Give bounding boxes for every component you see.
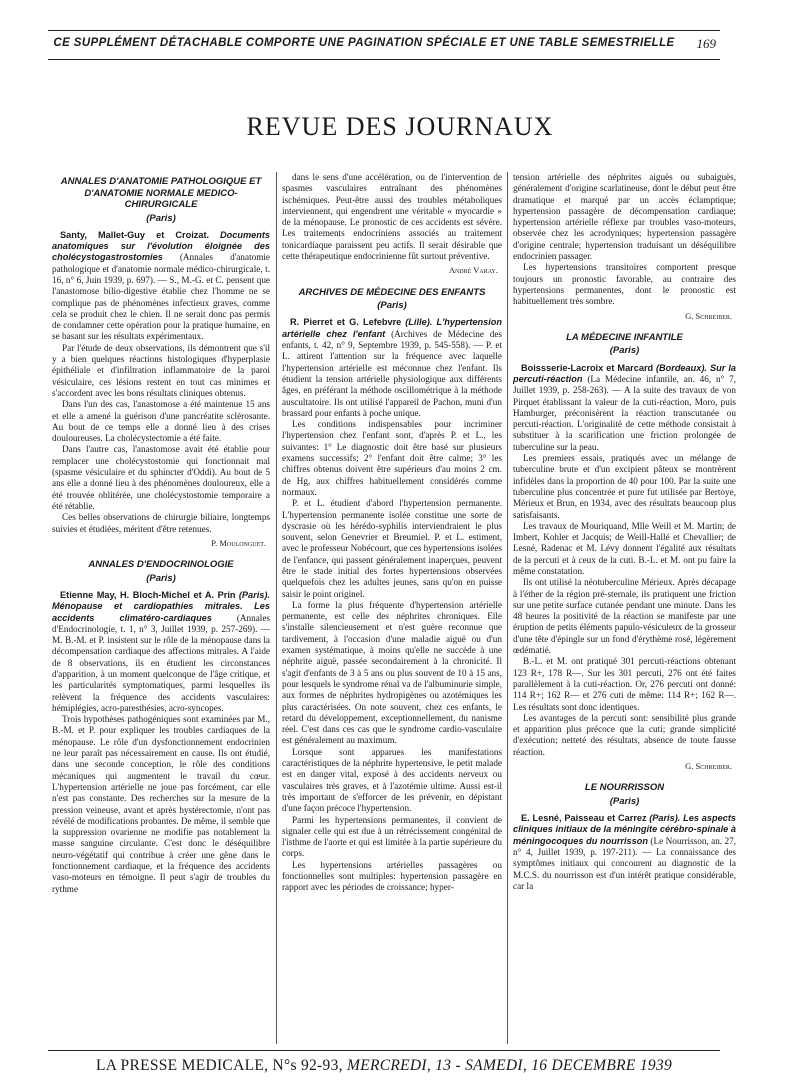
paragraph: La forme la plus fréquente d'hypertension artérielle permanente, est celle des néphrites chroniques. Elle s'installe silencieusement et n'est guère reconnue que tardivement, à l'occasion d'une maladie aiguë ou d'un examen systématique, à moins qu'elle ne succède à une néphrite aiguë, passée secondairement à la chronicité. Il s'agit d'enfants de 3 à 5 ans ou plus souvent de 10 à 15 ans, pour lesquels le syndrome rénal va de l'albuminurie simple, aux formes de néphrites hydropigènes ou azotémiques les plus caractérisées. On note souvent, chez ces enfants, le retard du développement, exceptionnellement, du nanisme réel. C'est dans ces cas que le syndrome cardio-vasculaire est généralement au maximum. [282,599,502,746]
issue-date: MERCREDI, 13 - SAMEDI, 16 DECEMBRE 1939 [346,1057,673,1074]
section-city: (Paris) [146,572,176,584]
section-title: ANNALES D'ANATOMIE PATHOLOGIQUE ET D'ANATOMIE NORMALE MEDICO-CHIRURGICALE [60,176,262,210]
paragraph: Ces belles observations de chirurgie biliaire, longtemps suivies et étudiées, méritent d'être retenues. [52,512,270,534]
paragraph: tension artérielle des néphrites aiguës ou subaiguës, généralement d'origine scarlatineuse, dont le début peut être dramatique et marqué par un accès éclamptique; hypertension passagère de décompensation cardiaque; hypertension artérielle réflexe par troubles vaso-moteurs, observée chez les acrodyniques; hypertension passagère d'origine centrale; hypertension traduisant un déséquilibre endocrinien passager. [513,172,736,262]
signature: P. Moulonguet. [211,537,266,548]
article-authors: R. Pierret et G. Lefebvre [290,317,402,328]
paragraph: dans le sens d'une accélération, ou de l'intervention de spasmes vasculaires entraînant des phénomènes ischémiques. Peut-être aussi des troubles métaboliques interviennent, qui engendrent une véritable « myocardie » de la ménopause. Le pronostic de ces accidents est sévère. Les traitements endocriniens associés au traitement tonicardiaque paraissent peu actifs. Il serait désirable que cette thérapeutique endocrinienne fût surtout préventive. [282,172,502,262]
article-reference: (Annales d'anatomie pathologique et d'anatomie normale médico-chirurgicale, t. 16, n° 6, Juin 1939, p. 697). — S., M.-G. et C. pensent que l'anastomose bilio-digestive établie chez l'homme ne se complique pas de phénomènes infectieux graves, comme cela se produit chez le chien. Il ne serait donc pas permis de condamner cette opération pour la pratique humaine, en se basant sur les résultats expérimentaux. [52,252,270,342]
section-city: (Paris) [609,345,640,357]
article-title: (Lille). L'hypertension artérielle chez l'enfant [282,317,502,339]
signature: G. Schreiber. [685,761,732,772]
article-title: Documents anatomiques sur l'évolution éloignée des cholécystogastrostomies [52,229,270,263]
page-footer [48,1050,720,1075]
column-divider [276,172,277,1044]
supplement-note: CE SUPPLÉMENT DÉTACHABLE COMPORTE UNE PAGINATION SPÉCIALE ET UNE TABLE SEMESTRIELLE [53,37,675,49]
paragraph: Dans l'autre cas, l'anastomose avait été établie pour remplacer une cholécystostomie qui fonctionnait mal (spasme vésiculaire et du sphincter d'Oddi). Au bout de 5 ans elle a donné lieu à des phénomènes douloureux, elle a été trouvée oblitérée, une cholécystostomie temporaire a été rétablie. [52,444,270,511]
article-lead [52,590,270,714]
paragraph: P. et L. étudient d'abord l'hypertension permanente. L'hypertension permanente isolée constitue une sorte de dyscrasie où les hérédo-syphilis interviendraient le plus souvent, selon Genevrier et Breumiel. P. et L. estiment, avec le professeur Nobécourt, que ces hypertensions isolées de l'enfance, qui passent généralement inaperçues, peuvent être le stade initial des fortes hypertensions observées quelquefois chez les adultes jeunes, sans qu'on en puisse saisir le point originel. [282,498,502,599]
column-1 [52,172,270,1050]
section-title: ARCHIVES DE MÉDECINE DES ENFANTS [298,286,486,298]
paragraph: Les conditions indispensables pour incriminer l'hypertension chez l'enfant sont, d'après P. et L., les suivantes: 1° Le diagnostic doit être basé sur plusieurs examens successifs; 2° l'enfant doit être calme; 3° les chiffres obtenus doivent être supérieurs d'au moins 2 cm. de Hg, aux chiffres habituellement considérés comme normaux. [282,419,502,497]
paragraph: Parmi les hypertensions permanentes, il convient de signaler celle qui est due à un rétrécissement congénital de l'isthme de l'aorte et qui est limitée à la partie supérieure du corps. [282,814,502,859]
article-authors: Boissserie-Lacroix et Marcard [521,362,654,373]
section-title: LA MÉDECINE INFANTILE [566,331,683,343]
article-authors: E. Lesné, Paisseau et Carrez [521,813,647,824]
paragraph: Dans l'un des cas, l'anastomose a été maintenue 15 ans et elle a amené la guérison d'une pancréatite sclérosante. Au bout de ce temps elle a donné lieu à des crises douloureuses. La cholécystectomie a été faite. [52,399,270,444]
section-title: ANNALES D'ENDOCRINOLOGIE [88,559,234,571]
article-lead [513,363,736,453]
page-number: 169 [696,36,716,51]
signature: G. Schreiber. [685,310,732,321]
article-reference: (La Médecine infantile, an. 46, n° 7, Juillet 1939, p. 258-263). — A la suite des travaux de von Pirquet établissant la valeur de la cuti-réaction, Moro, puis Hamburger, préconisèrent la réaction transcutanée ou percuti-réaction. L'originalité de cette méthode consistait à substituer à la scarification une friction prolongée de tuberculine sur la peau. [513,373,736,452]
section-city: (Paris) [146,212,176,224]
article-authors: Santy, Mallet-Guy et Croizat. [60,229,210,240]
article-title: (Paris). Ménopause et cardiopathies mitrales. Les accidents climatéro-cardiaques [52,589,270,623]
paragraph: Les travaux de Mouriquand, Mlle Weill et M. Martin; de Imbert, Kohler et Jacquis; de Weill-Hallé et Chevallier; de Lesné, Radenac et M. Lévy donnent l'égalité aux résultats de la percuti et à ceux de la cuti. B.-L. et M. ont pu faire la même constatation. [513,520,736,576]
page-title: REVUE DES JOURNAUX [246,112,554,141]
column-3 [513,172,736,1050]
article-lead [52,230,270,343]
article-lead [282,317,502,419]
page-header [48,30,720,60]
section-city: (Paris) [609,795,640,807]
article-reference: (Annales d'Endocrinologie, t. 1, n° 3, Juillet 1939, p. 257-269). — M. B.-M. et P. insistent sur le rôle de la ménopause dans la décompensation cardiaque des affections mitrales. A l'aide de 8 observations, ils en étudient les circonstances d'apparition, à un moment quelconque de l'âge critique, et les particularités symptomatiques, parmi lesquelles ils relèvent la fréquence des accidents vasculaires: hémiplégies, acro-paresthésies, acro-syncopes. [52,612,270,713]
paragraph: Les hypertensions artérielles passagères ou fonctionnelles sont multiples: hypertension passagère en rapport avec les périodes de croissance; hyper- [282,859,502,893]
journal-name: LA PRESSE MEDICALE, N°s 92-93, [95,1057,343,1074]
paragraph: Trois hypothèses pathogéniques sont examinées par M., B.-M. et P. pour expliquer les troubles cardiaques de la ménopause. Le rôle d'un dysfonctionnement endocrinien ne leur paraît pas nécessairement en cause. Ils ont étudié, dans une seconde conception, le rôle des conditions mécaniques qui augmentent le travail du cœur. L'hypertension artérielle ne joue pas forcément, car elle n'est pas constante. Des recherches sur la mesure de la pression veineuse, avant et après hystérectomie, n'ont pas révélé de modifications probantes. De même, il semble que la suppression ovarienne ne modifie pas notablement la masse sanguine circulante. C'est donc le déséquilibre neuro-végétatif qui contribue à créer une gêne dans le fonctionnement cardiaque, et la fréquence des accidents vaso-moteurs en témoigne. Il peut s'agir de troubles du rythme [52,714,270,894]
article-reference: (Archives de Médecine des enfants, t. 42, n° 9, Septembre 1939, p. 545-558). — P. et L. attirent l'attention sur la fréquence avec laquelle l'hypertension artérielle est méconnue chez l'enfant. Ils étudient la tension artérielle physiologique aux différents âges, en préférant la méthode oscillométrique à la méthode auscultatoire. Ils ont utilisé l'appareil de Pachon, muni d'un brassard pour enfants à poche unique. [282,328,502,418]
article-lead [513,813,736,892]
article-title: (Paris). Les aspects cliniques initiaux de la méningite cérébro-spinale à méningocoques du nourrisson [513,813,736,846]
article-title: (Bordeaux). Sur la percuti-réaction [513,362,736,384]
signature: André Varay. [448,265,498,276]
article-reference: (Le Nourrisson, an. 27, n° 4, Juillet 1939, p. 197-211). — La connaissance des symptômes initiaux qui concourent au diagnostic de la M.C.S. du nourrisson est d'un intérêt pratique considérable, car la [513,835,736,891]
paragraph: Ils ont utilisé la néotuberculine Mérieux. Après décapage à l'éther de la région pré-sternale, ils pratiquent une friction sur une petite surface cutanée pendant une minute. Dans les 48 heures la positivité de la réaction se manifeste par une éruption de petits éléments papulo-vésiculeux de la grosseur d'une tête d'épingle sur un fond d'érythème rosé, légèrement œdématié. [513,577,736,656]
section-title: LE NOURRISSON [584,782,665,794]
article-authors: Etienne May, H. Bloch-Michel et A. Prin [60,589,236,600]
section-city: (Paris) [377,300,407,312]
column-divider [507,172,508,1044]
paragraph: Par l'étude de deux observations, ils démontrent que s'il y a bien quelques réactions histologiques d'hyperplasie épithéliale et d'infiltration inflammatoire de la paroi vésiculaire, ces lésions restent en tout cas minimes et s'accordent avec les bons résultats cliniques obtenus. [52,342,270,398]
paragraph: Lorsque sont apparues les manifestations caractéristiques de la néphrite hypertensive, le petit malade est en danger vital, exposé à des accidents nerveux ou vasculaires très graves, et à l'azotémie ultime. Aussi est-il très important de s'efforcer de les prévenir, en dépistant d'une façon précoce l'hypertension. [282,746,502,814]
column-2 [282,172,502,1050]
paragraph: B.-L. et M. ont pratiqué 301 percuti-réactions obtenant 123 R+, 178 R—. Sur les 301 percuti, 276 ont été faites parallèlement à la cuti-réaction. Or, 276 percuti ont donné: 114 R+; 162 R— et 276 cuti de même: 114 R+; 162 R—. Les résultats sont donc identiques. [513,656,736,712]
paragraph: Les avantages de la percuti sont: sensibilité plus grande et apparition plus précoce que la cuti; grande simplicité d'exécution; netteté des résultats, absence de toute fausse réaction. [513,712,736,757]
paragraph: Les hypertensions transitoires comportent presque toujours un pronostic favorable, au contraire des hypertensions permanentes, dont le pronostic est habituellement très sombre. [513,262,736,307]
paragraph: Les premiers essais, pratiqués avec un mélange de tuberculine brute et d'un excipient pâteux se montrèrent infidèles dans la proportion de 40 pour 100. Par la suite une tuberculine plus concentrée et pure fut utilisée par Bertoye, Mérieux et Brun, en 1934, avec des résultats beaucoup plus satisfaisants. [513,453,736,520]
